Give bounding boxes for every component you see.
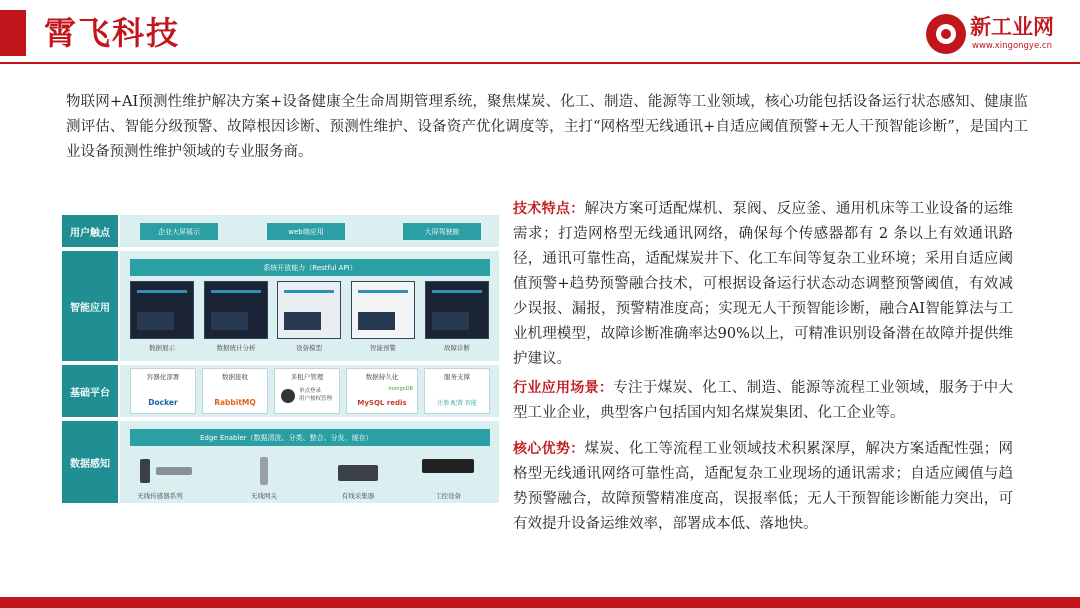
platform-box-docker xyxy=(130,368,196,414)
layer-label: 智能应用 xyxy=(62,251,118,361)
layer-platform xyxy=(62,365,499,417)
gateway-device-icon xyxy=(260,457,268,485)
layer-body xyxy=(120,251,499,361)
app-screenshot xyxy=(204,281,268,339)
app-caption: 数据展示 xyxy=(149,344,175,352)
platform-box-title: 容器化部署 xyxy=(146,373,180,381)
header-accent-bar xyxy=(0,10,26,56)
section-body: 解决方案可适配煤机、泵阀、反应釜、通用机床等工业设备的运维需求；打造网格型无线通讯网络，确保每个传感器都有 2 条以上有效通讯路径，通讯可靠性高，适配煤炭井下、化工车间等复杂工业环境；采用自适应阈值预警+趋势预警融合技术，可根据设备运行状态动态调整预警阈值，有效减少误报、漏报，预警精准度高；实现无人干预智能诊断，融合AI智能算法与工业机理模型，故障诊断准确率达90%以上，可精准识别设备潜在故障并提供维护建议。 xyxy=(513,201,1014,367)
layer-body xyxy=(120,215,499,247)
layer-body xyxy=(120,421,499,503)
sensor-device-icon xyxy=(156,467,192,475)
app-screenshot xyxy=(351,281,415,339)
device-caption: 无线网关 xyxy=(251,492,277,500)
platform-box-title: 多租户管理 xyxy=(290,373,324,381)
device-caption: 工控设备 xyxy=(435,492,461,500)
layer-label: 基础平台 xyxy=(62,365,118,417)
support-tags: 注册 配置 智能 xyxy=(437,400,477,407)
app-screenshot xyxy=(425,281,489,339)
platform-box-title: 服务支撑 xyxy=(444,373,470,381)
platform-box-tenant xyxy=(274,368,340,414)
tenant-line: 单点登录 xyxy=(299,388,322,394)
mongodb-logo: mongoDB xyxy=(388,386,413,392)
tenant-line: 用户按权管理 xyxy=(299,396,333,402)
header-divider xyxy=(0,62,1080,64)
logo-name: 新工业网 xyxy=(970,15,1054,39)
layer-sensing xyxy=(62,421,499,503)
architecture-diagram xyxy=(62,215,499,503)
layer-label: 数据感知 xyxy=(62,421,118,503)
edge-enabler-bar: Edge Enabler（数据清洗、分类、整合、分发、缓存） xyxy=(130,429,490,446)
app-screenshot xyxy=(277,281,341,339)
tenant-icon xyxy=(281,389,295,403)
section-heading: 核心优势： xyxy=(513,441,585,457)
tenant-text xyxy=(299,387,332,403)
platform-box-title: 数据持久化 xyxy=(365,373,399,381)
layer-apps xyxy=(62,251,499,361)
rabbitmq-logo: RabbitMQ xyxy=(214,398,256,407)
app-caption: 智能预警 xyxy=(370,344,396,352)
layer-label: 用户触点 xyxy=(62,215,118,247)
api-bar: 系统开放能力（Restful API） xyxy=(130,259,490,276)
layer-body xyxy=(120,365,499,417)
user-item: 大屏驾驶舱 xyxy=(403,223,481,240)
app-screenshot xyxy=(130,281,194,339)
device-caption: 有线采集器 xyxy=(341,492,375,500)
app-caption: 数据统计分析 xyxy=(216,344,256,352)
app-caption: 设备模型 xyxy=(296,344,322,352)
app-caption: 故障诊断 xyxy=(444,344,470,352)
platform-box-db xyxy=(346,368,418,414)
footer-bar xyxy=(0,597,1080,608)
docker-logo: Docker xyxy=(148,398,178,407)
plc-device-icon xyxy=(422,459,474,473)
collector-device-icon xyxy=(338,465,378,481)
platform-box-title: 数据接收 xyxy=(222,373,248,381)
company-title: 霄飞科技 xyxy=(44,14,181,52)
section-body: 专注于煤炭、化工、制造、能源等流程工业领域，服务于中大型工业企业，典型客户包括国内知名煤炭集团、化工企业等。 xyxy=(513,380,1014,421)
section-body: 煤炭、化工等流程工业领域技术积累深厚，解决方案适配性强；网格型无线通讯网络可靠性高，适配复杂工业现场的通讯需求；自适应阈值与趋势预警融合，故障预警精准度高，误报率低；无人干预智能诊断能力突出，可有效提升设备运维效率，部署成本低、落地快。 xyxy=(513,441,1014,532)
section-heading: 行业应用场景： xyxy=(513,380,614,396)
platform-box-support xyxy=(424,368,490,414)
device-caption: 无线传感器系列 xyxy=(137,492,183,500)
layer-user xyxy=(62,215,499,247)
user-item: 企业大屏展示 xyxy=(140,223,218,240)
logo-url: www.xingongye.cn xyxy=(972,41,1052,51)
section-industry-scenarios xyxy=(513,376,1013,426)
user-item: web端应用 xyxy=(267,223,345,240)
platform-box-rabbitmq xyxy=(202,368,268,414)
section-heading: 技术特点： xyxy=(513,201,585,217)
db-logos: MySQL redis xyxy=(357,399,407,407)
gear-logo-icon xyxy=(926,14,966,54)
section-core-advantages xyxy=(513,437,1013,537)
section-tech-features xyxy=(513,197,1013,372)
site-logo[interactable] xyxy=(926,12,1066,56)
sensor-device-icon xyxy=(140,459,150,483)
intro-paragraph: 物联网+AI预测性维护解决方案+设备健康全生命周期管理系统，聚焦煤炭、化工、制造、能源等工业领域，核心功能包括设备运行状态感知、健康监测评估、智能分级预警、故障根因诊断、预测性维护、设备资产优化调度等，主打“网格型无线通讯+自适应阈值预警+无人干预智能诊断”，是国内工业设备预测性维护领域的专业服务商。 xyxy=(66,94,1028,160)
